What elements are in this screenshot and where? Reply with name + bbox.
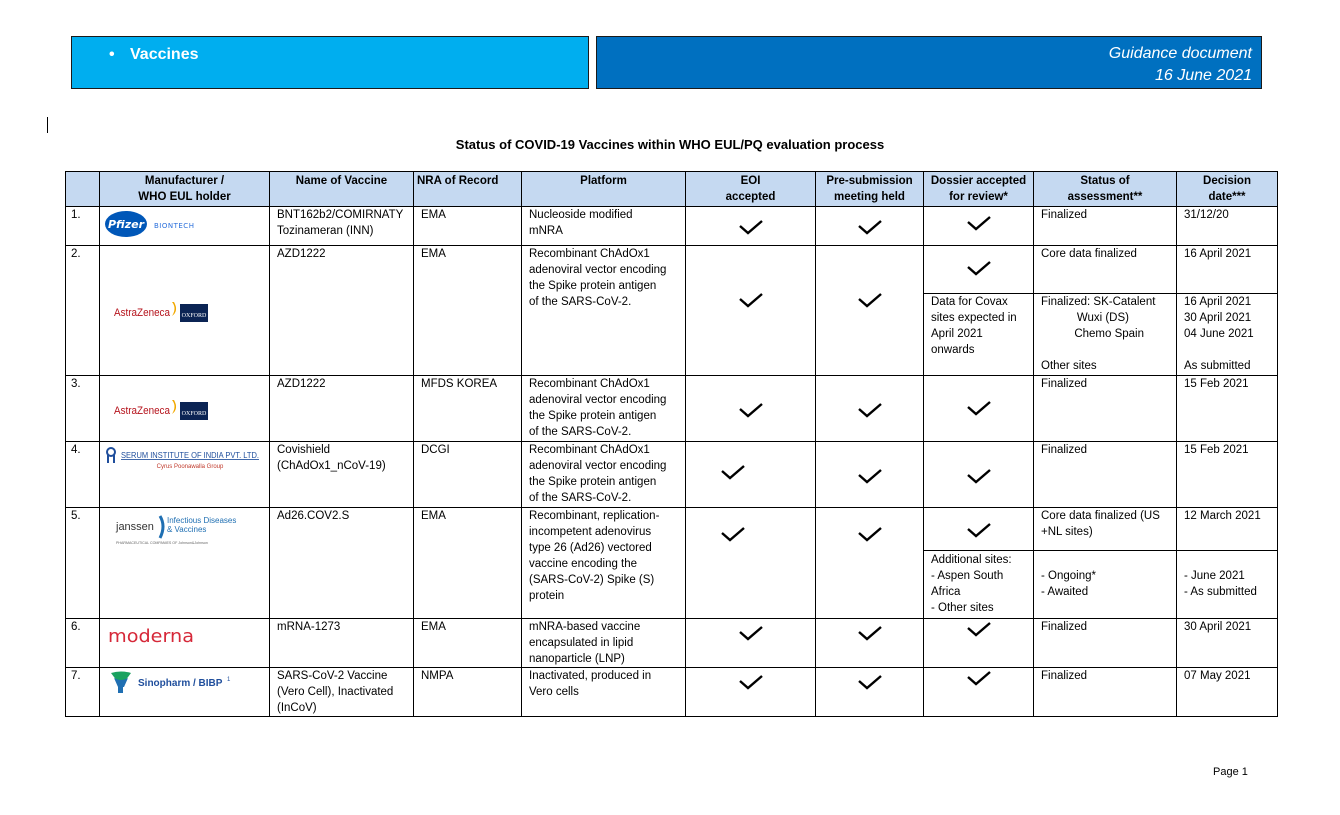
presub-check-icon (816, 508, 924, 619)
moderna-logo-text: moderna (108, 626, 194, 647)
row-number: 5. (66, 508, 100, 619)
moderna-logo (100, 619, 270, 668)
eoi-check-icon (686, 508, 816, 619)
col-name: Name of Vaccine (270, 172, 414, 207)
janssen-logo (100, 508, 270, 619)
astrazeneca-logo-text: AstraZeneca (114, 404, 171, 417)
nra: EMA (414, 619, 522, 668)
dossier-check-icon (924, 668, 1034, 717)
vaccine-name: mRNA-1273 (270, 619, 414, 668)
vaccine-name: Covishield (ChAdOx1_nCoV-19) (270, 442, 414, 508)
platform: Recombinant ChAdOx1 adenoviral vector encoding the Spike protein antigen of the SARS-CoV-2. (522, 376, 686, 442)
eoi-check-icon (686, 442, 816, 508)
vaccine-name: AZD1222 (270, 246, 414, 376)
col-platform: Platform (522, 172, 686, 207)
vaccine-status-table (65, 171, 1278, 717)
decision-date: 12 March 2021 (1177, 508, 1278, 551)
astrazeneca-logo-text: AstraZeneca (114, 306, 171, 319)
header-date: 16 June 2021 (1155, 67, 1252, 84)
header-section-banner (71, 36, 589, 89)
pfizer-biontech-logo (100, 207, 270, 246)
nra: EMA (414, 246, 522, 376)
col-status: Status of assessment** (1034, 172, 1177, 207)
eoi-check-icon (686, 246, 816, 376)
col-num (66, 172, 100, 207)
table-row (66, 376, 1278, 442)
astrazeneca-oxford-logo (100, 246, 270, 376)
eoi-check-icon (686, 376, 816, 442)
header-doc-banner (596, 36, 1262, 89)
decision-date: 07 May 2021 (1177, 668, 1278, 717)
decision-date: 16 April 2021 (1177, 246, 1278, 294)
nra: DCGI (414, 442, 522, 508)
table-row (66, 668, 1278, 717)
table-row (66, 508, 1278, 551)
table-row (66, 619, 1278, 668)
dossier-check-icon (924, 207, 1034, 246)
astrazeneca-oxford-logo (100, 376, 270, 442)
table-row (66, 442, 1278, 508)
serum-logo-subtext: Cyrus Poonawalla Group (156, 464, 224, 470)
status: Finalized (1034, 376, 1177, 442)
col-nra: NRA of Record (414, 172, 522, 207)
row-number: 1. (66, 207, 100, 246)
janssen-logo-text: janssen (116, 521, 154, 533)
dossier-check-icon (924, 246, 1034, 294)
header-doc-type: Guidance document (1108, 45, 1252, 62)
text-cursor (47, 117, 48, 133)
dossier-check-icon (924, 508, 1034, 551)
dossier-check-icon (924, 619, 1034, 668)
status-sites: - Ongoing* - Awaited (1034, 551, 1177, 619)
oxford-logo-text: OXFORD (181, 312, 207, 319)
biontech-logo-text: BIONTECH (154, 222, 195, 230)
presub-check-icon (816, 376, 924, 442)
status: Core data finalized (US +NL sites) (1034, 508, 1177, 551)
row-number: 7. (66, 668, 100, 717)
nra: EMA (414, 207, 522, 246)
status: Finalized (1034, 207, 1177, 246)
row-number: 6. (66, 619, 100, 668)
platform: Recombinant ChAdOx1 adenoviral vector encoding the Spike protein antigen of the SARS-CoV-2. (522, 442, 686, 508)
vaccine-name: SARS-CoV-2 Vaccine (Vero Cell), Inactivated (InCoV) (270, 668, 414, 717)
janssen-parent-text: PHARMACEUTICAL COMPANIES OF Johnson&Johnson (116, 541, 208, 545)
vaccine-name: BNT162b2/COMIRNATY Tozinameran (INN) (270, 207, 414, 246)
nra: EMA (414, 508, 522, 619)
serum-logo-text: SERUM INSTITUTE OF INDIA PVT. LTD. (121, 450, 259, 460)
presub-check-icon (816, 619, 924, 668)
table-row (66, 207, 1278, 246)
decision-date: 30 April 2021 (1177, 619, 1278, 668)
platform: Nucleoside modified mNRA (522, 207, 686, 246)
eoi-check-icon (686, 207, 816, 246)
sinopharm-logo (100, 668, 270, 717)
decision-date: 31/12/20 (1177, 207, 1278, 246)
platform: Recombinant ChAdOx1 adenoviral vector encoding the Spike protein antigen of the SARS-CoV-2. (522, 246, 686, 376)
dossier-note: Additional sites: - Aspen South Africa - Other sites (924, 551, 1034, 619)
eoi-check-icon (686, 619, 816, 668)
presub-check-icon (816, 246, 924, 376)
status: Finalized (1034, 619, 1177, 668)
platform: mNRA-based vaccine encapsulated in lipid nanoparticle (LNP) (522, 619, 686, 668)
row-number: 4. (66, 442, 100, 508)
platform: Inactivated, produced in Vero cells (522, 668, 686, 717)
janssen-division-line1: Infectious Diseases (167, 516, 237, 525)
page-title: Status of COVID-19 Vaccines within WHO EUL/PQ evaluation process (455, 137, 885, 152)
dossier-check-icon (924, 376, 1034, 442)
sinopharm-logo-text: Sinopharm / BIBP (138, 678, 223, 689)
platform: Recombinant, replication- incompetent adenovirus type 26 (Ad26) vectored vaccine encoding the (SARS-CoV-2) Spike (S) protein (522, 508, 686, 619)
serum-institute-logo (100, 442, 270, 508)
nra: MFDS KOREA (414, 376, 522, 442)
dossier-check-icon (924, 442, 1034, 508)
nra: NMPA (414, 668, 522, 717)
vaccine-name: Ad26.COV2.S (270, 508, 414, 619)
col-presub: Pre-submission meeting held (816, 172, 924, 207)
decision-date: 15 Feb 2021 (1177, 376, 1278, 442)
col-eoi: EOI accepted (686, 172, 816, 207)
presub-check-icon (816, 442, 924, 508)
status: Core data finalized (1034, 246, 1177, 294)
row-number: 2. (66, 246, 100, 376)
presub-check-icon (816, 207, 924, 246)
decision-sites: 16 April 2021 30 April 2021 04 June 2021 As submitted (1177, 294, 1278, 376)
vaccine-name: AZD1222 (270, 376, 414, 442)
table-header-row (66, 172, 1278, 207)
janssen-division-line2: & Vaccines (167, 525, 207, 534)
col-decision: Decision date*** (1177, 172, 1278, 207)
row-number: 3. (66, 376, 100, 442)
status: Finalized (1034, 668, 1177, 717)
pfizer-logo-text: Pfizer (107, 218, 145, 231)
sinopharm-logo-sup: 1 (227, 677, 231, 683)
eoi-check-icon (686, 668, 816, 717)
presub-check-icon (816, 668, 924, 717)
col-manufacturer: Manufacturer / WHO EUL holder (100, 172, 270, 207)
table-row (66, 246, 1278, 294)
decision-sites: - June 2021 - As submitted (1177, 551, 1278, 619)
status: Finalized (1034, 442, 1177, 508)
oxford-logo-text: OXFORD (181, 410, 207, 417)
bullet-icon: • (109, 46, 115, 63)
col-dossier: Dossier accepted for review* (924, 172, 1034, 207)
page-number: Page 1 (1213, 766, 1248, 778)
status-sites: Finalized: SK-Catalent Wuxi (DS) Chemo Spain Other sites (1034, 294, 1177, 376)
header-section-label: Vaccines (130, 46, 199, 63)
decision-date: 15 Feb 2021 (1177, 442, 1278, 508)
dossier-note: Data for Covax sites expected in April 2021 onwards (924, 294, 1034, 376)
